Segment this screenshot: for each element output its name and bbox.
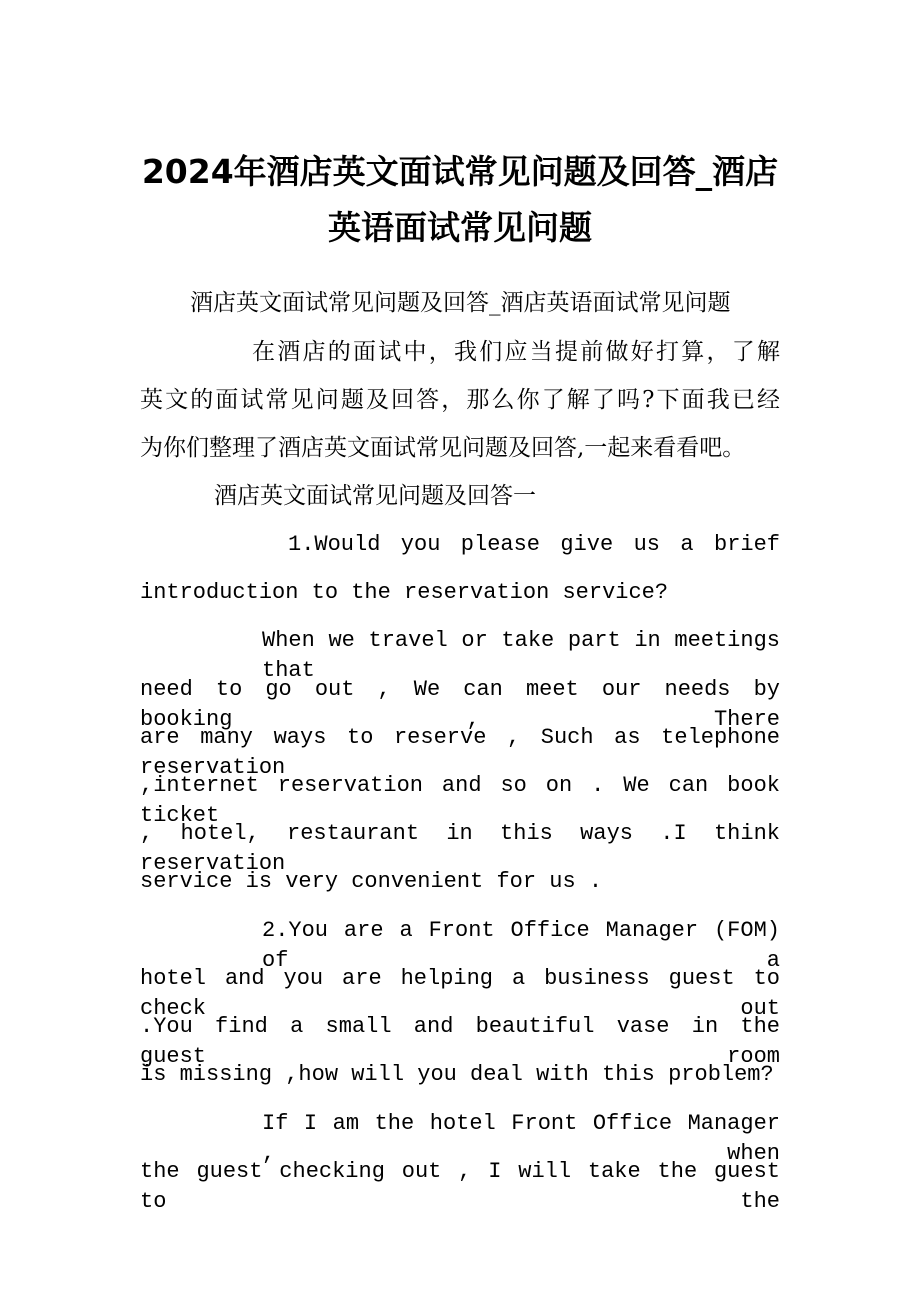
answer-line: the guest checking out , I will take the guest to the [140,1159,780,1214]
section-heading: 酒店英文面试常见问题及回答一 [214,483,536,509]
intro-line: 英文的面试常见问题及回答，那么你了解了吗?下面我已经 [140,387,780,413]
question-line: 2.You are a Front Office Manager (FOM) of a [262,918,780,973]
answer-line: service is very convenient for us . [140,869,603,894]
intro-line: 为你们整理了酒店英文面试常见问题及回答,一起来看看吧。 [140,435,746,461]
question-line: hotel and you are helping a business guest to check out [140,966,780,1021]
question-line: introduction to the reservation service? [140,580,669,605]
answer-line: need to go out , We can meet our needs by booking , There [140,677,780,732]
answer-line: ,internet reservation and so on . We can book ticket [140,773,780,828]
question-line: 1.Would you please give us a brief [288,532,780,557]
intro-line: 在酒店的面试中，我们应当提前做好打算，了解 [252,339,780,365]
answer-line: , hotel, restaurant in this ways .I think reservation [140,821,780,876]
subtitle-paragraph: 酒店英文面试常见问题及回答_酒店英语面试常见问题 [190,290,731,316]
answer-line: are many ways to reserve , Such as telephone reservation [140,725,780,780]
question-line: .You find a small and beautiful vase in the guest room [140,1014,780,1069]
answer-line: When we travel or take part in meetings that [262,628,780,683]
title-line-2: 英语面试常见问题 [328,208,592,247]
title-line-1: 2024年酒店英文面试常见问题及回答_酒店 [141,152,779,191]
answer-line: If I am the hotel Front Office Manager , when [262,1111,780,1166]
question-line: is missing ,how will you deal with this problem? [140,1062,774,1087]
